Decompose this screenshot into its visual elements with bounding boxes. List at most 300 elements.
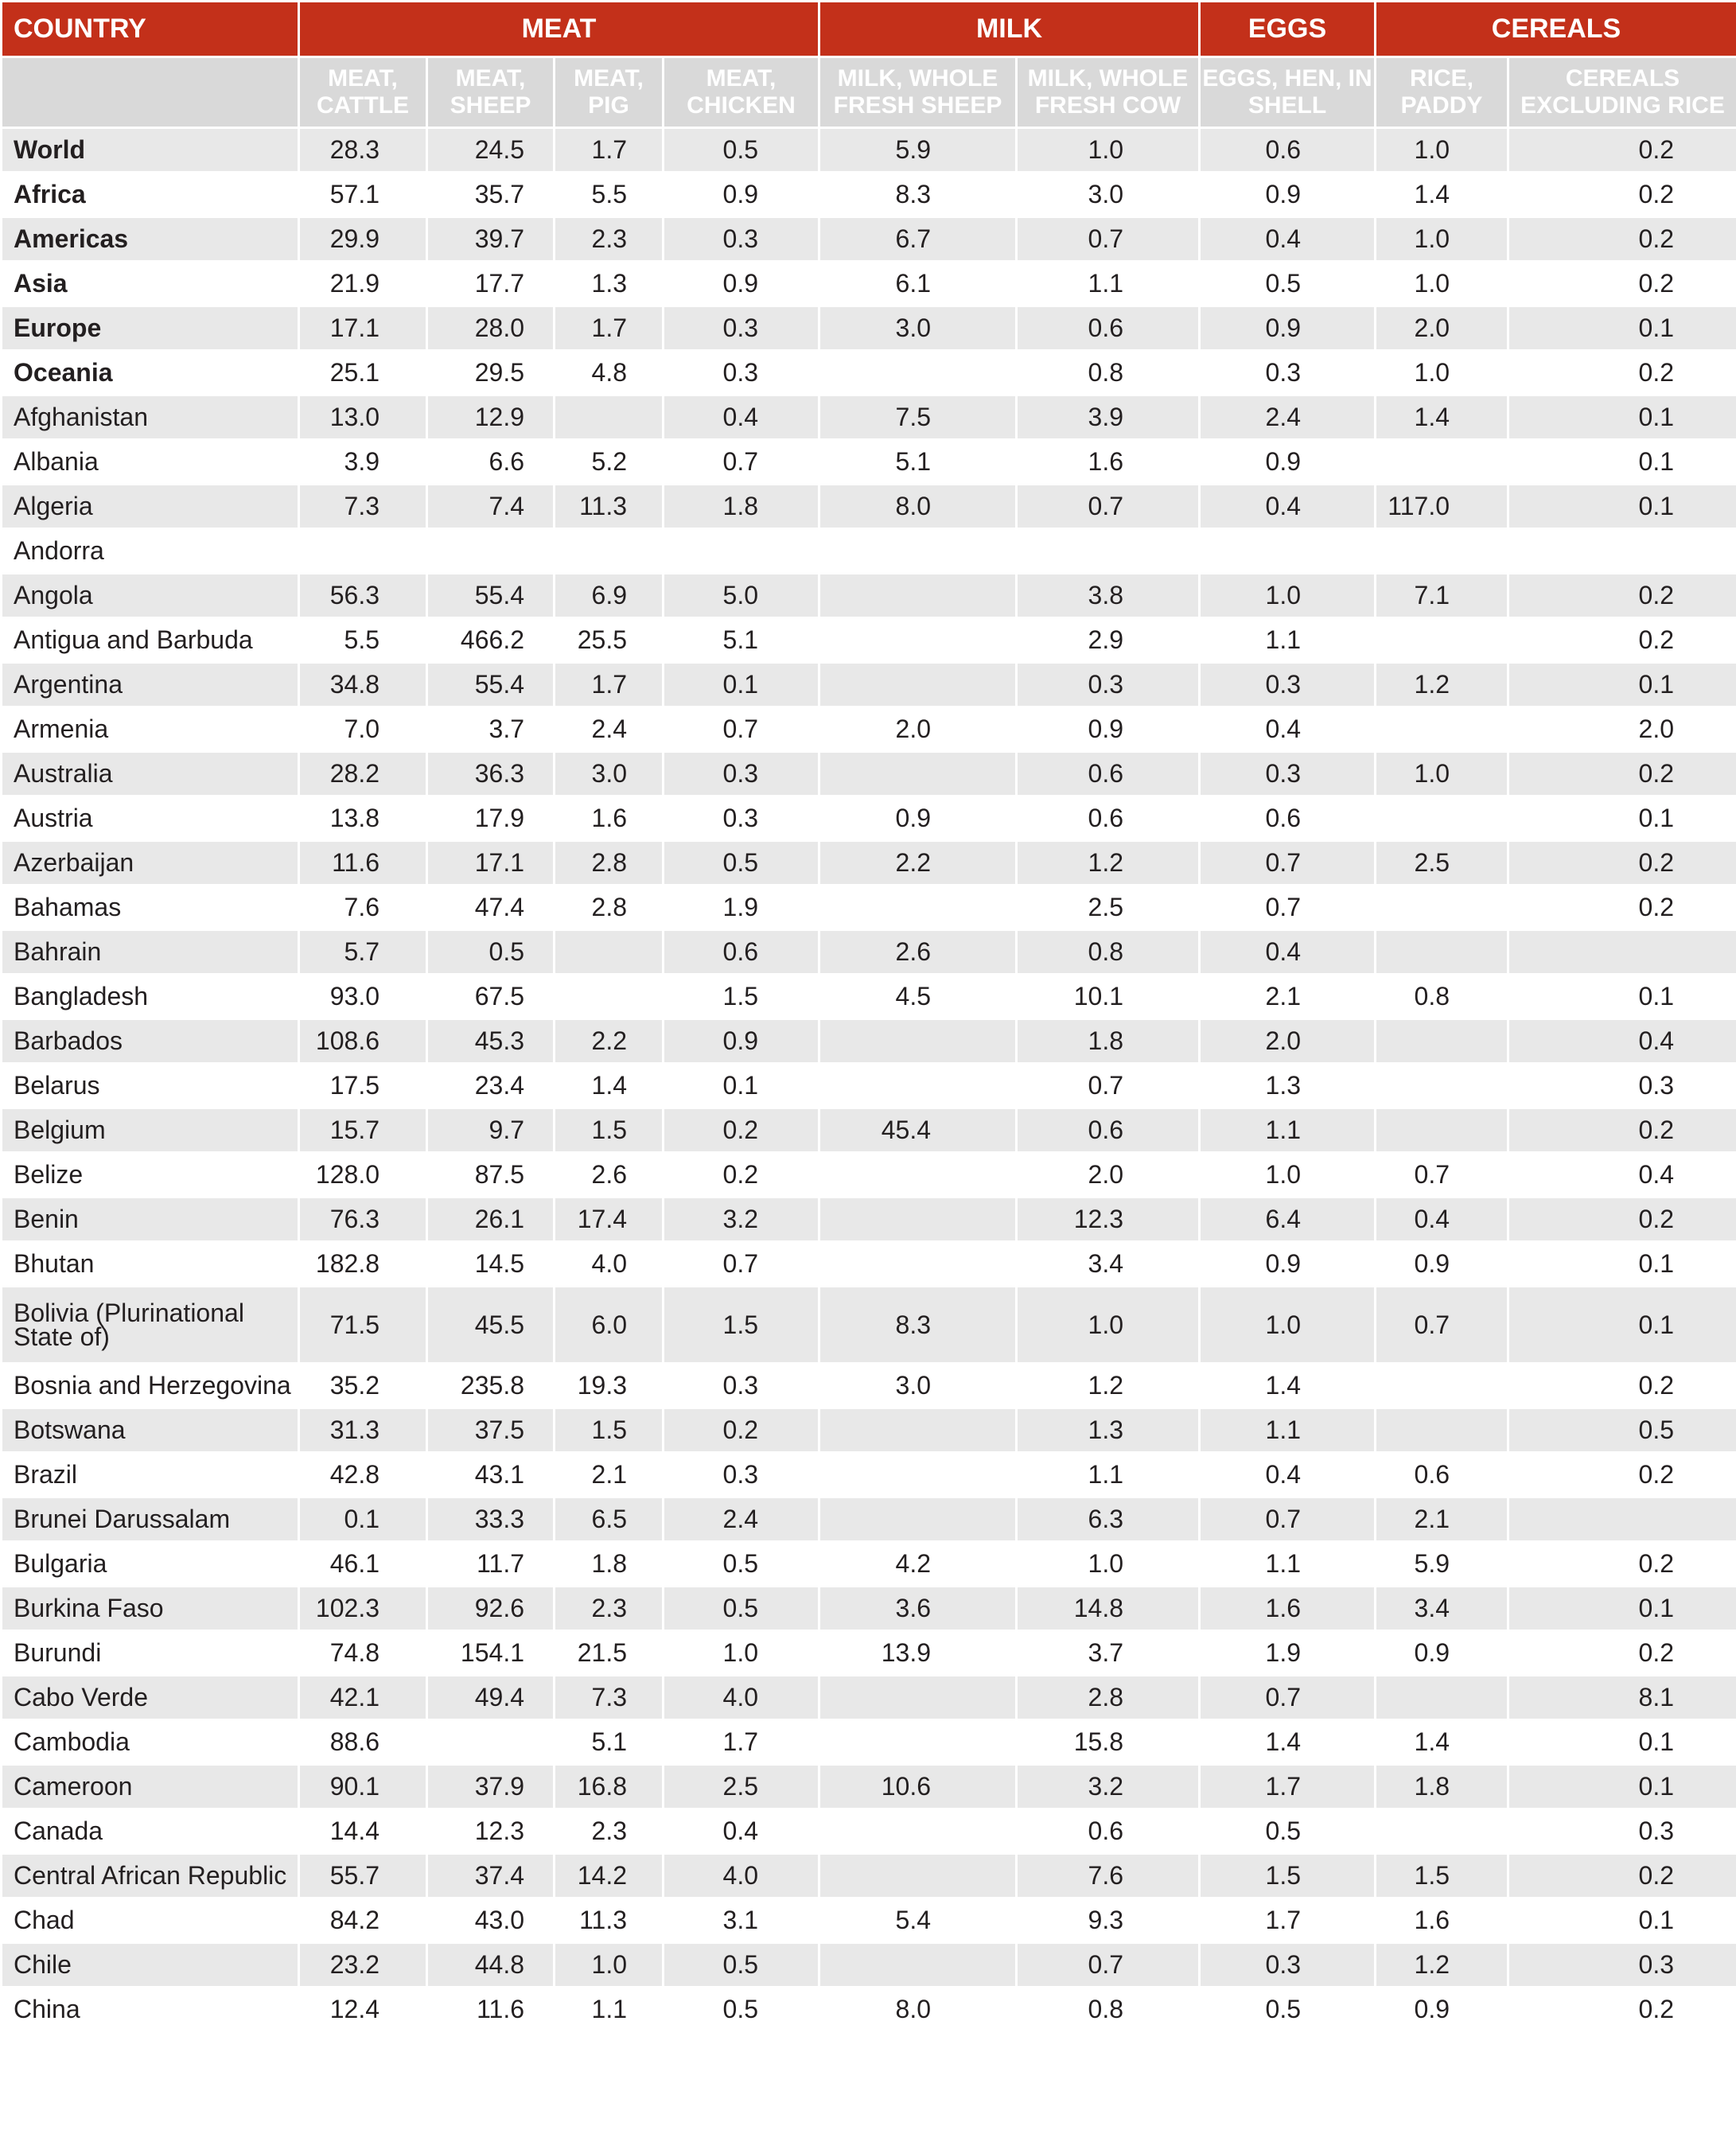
value-cell: 25.1	[299, 351, 427, 395]
value-cell	[555, 395, 664, 440]
value-cell: 0.9	[1017, 707, 1200, 752]
column-header-row	[2, 57, 1736, 128]
country-cell: Chad	[2, 1898, 299, 1943]
group-header-eggs: EGGS	[1200, 2, 1376, 57]
country-cell: Oceania	[2, 351, 299, 395]
value-cell: 1.6	[1200, 1587, 1376, 1631]
value-cell: 0.2	[1508, 1988, 1736, 2032]
country-cell: Botswana	[2, 1408, 299, 1453]
table-row	[2, 1676, 1736, 1720]
value-cell: 0.7	[1200, 886, 1376, 930]
value-cell: 1.2	[1017, 1364, 1200, 1408]
table-row	[2, 707, 1736, 752]
value-cell: 0.9	[664, 1019, 819, 1064]
column-header-milk-sheep: MILK, WHOLE FRESH SHEEP	[819, 57, 1017, 128]
value-cell: 1.0	[1017, 1287, 1200, 1364]
value-cell	[819, 1453, 1017, 1497]
country-cell: Bosnia and Herzegovina	[2, 1364, 299, 1408]
value-cell: 1.1	[1200, 1542, 1376, 1587]
value-cell: 0.8	[1017, 351, 1200, 395]
value-cell: 0.2	[1508, 1542, 1736, 1587]
country-cell: Belize	[2, 1153, 299, 1197]
value-cell	[819, 618, 1017, 663]
country-cell: Armenia	[2, 707, 299, 752]
value-cell: 0.2	[1508, 618, 1736, 663]
table-row	[2, 752, 1736, 796]
value-cell	[1376, 618, 1508, 663]
value-cell: 1.2	[1376, 1943, 1508, 1988]
value-cell: 0.3	[1508, 1064, 1736, 1108]
value-cell: 3.0	[555, 752, 664, 796]
value-cell: 14.8	[1017, 1587, 1200, 1631]
value-cell: 0.3	[1508, 1809, 1736, 1854]
value-cell: 5.5	[555, 173, 664, 217]
value-cell: 0.3	[664, 1453, 819, 1497]
country-cell: Cabo Verde	[2, 1676, 299, 1720]
country-cell: Chile	[2, 1943, 299, 1988]
country-cell: Barbados	[2, 1019, 299, 1064]
value-cell: 2.5	[1017, 886, 1200, 930]
value-cell	[819, 1497, 1017, 1542]
value-cell: 0.9	[664, 173, 819, 217]
value-cell: 6.4	[1200, 1197, 1376, 1242]
value-cell: 5.2	[555, 440, 664, 485]
value-cell: 0.4	[1200, 930, 1376, 975]
value-cell: 25.5	[555, 618, 664, 663]
value-cell: 9.3	[1017, 1898, 1200, 1943]
value-cell	[1376, 930, 1508, 975]
country-cell: Angola	[2, 574, 299, 618]
value-cell: 0.6	[1017, 1809, 1200, 1854]
value-cell	[819, 752, 1017, 796]
value-cell	[819, 351, 1017, 395]
value-cell: 0.5	[1200, 1988, 1376, 2032]
value-cell: 0.7	[664, 707, 819, 752]
value-cell: 0.7	[664, 440, 819, 485]
value-cell: 1.0	[555, 1943, 664, 1988]
value-cell: 0.2	[664, 1408, 819, 1453]
value-cell: 0.2	[1508, 1453, 1736, 1497]
value-cell	[664, 529, 819, 574]
table-row	[2, 663, 1736, 707]
value-cell: 47.4	[427, 886, 555, 930]
country-cell: Antigua and Barbuda	[2, 618, 299, 663]
value-cell: 49.4	[427, 1676, 555, 1720]
value-cell: 36.3	[427, 752, 555, 796]
value-cell	[1200, 529, 1376, 574]
value-cell: 0.3	[1017, 663, 1200, 707]
table-row	[2, 574, 1736, 618]
table-row	[2, 975, 1736, 1019]
value-cell	[819, 1408, 1017, 1453]
value-cell: 2.8	[1017, 1676, 1200, 1720]
value-cell: 2.5	[1376, 841, 1508, 886]
value-cell: 0.1	[1508, 1287, 1736, 1364]
value-cell: 3.0	[1017, 173, 1200, 217]
value-cell	[1376, 1408, 1508, 1453]
value-cell: 0.5	[1200, 262, 1376, 306]
country-cell: Brunei Darussalam	[2, 1497, 299, 1542]
group-header-meat: MEAT	[299, 2, 819, 57]
value-cell: 17.7	[427, 262, 555, 306]
value-cell	[1508, 930, 1736, 975]
value-cell: 3.7	[1017, 1631, 1200, 1676]
country-cell: Bahrain	[2, 930, 299, 975]
value-cell: 15.8	[1017, 1720, 1200, 1765]
country-cell: Bolivia (Plurinational State of)	[2, 1287, 299, 1364]
value-cell: 88.6	[299, 1720, 427, 1765]
value-cell: 0.3	[664, 351, 819, 395]
value-cell: 45.5	[427, 1287, 555, 1364]
country-cell: World	[2, 128, 299, 173]
value-cell: 11.3	[555, 485, 664, 529]
value-cell: 0.5	[664, 1542, 819, 1587]
value-cell: 466.2	[427, 618, 555, 663]
country-cell: Azerbaijan	[2, 841, 299, 886]
country-cell: Central African Republic	[2, 1854, 299, 1898]
value-cell: 21.5	[555, 1631, 664, 1676]
value-cell: 0.4	[1200, 485, 1376, 529]
value-cell: 1.9	[1200, 1631, 1376, 1676]
value-cell: 33.3	[427, 1497, 555, 1542]
value-cell: 0.3	[664, 217, 819, 262]
value-cell: 0.7	[1376, 1287, 1508, 1364]
table-row	[2, 1809, 1736, 1854]
value-cell: 4.2	[819, 1542, 1017, 1587]
value-cell: 17.4	[555, 1197, 664, 1242]
value-cell	[819, 1943, 1017, 1988]
value-cell: 8.0	[819, 485, 1017, 529]
value-cell: 0.2	[1508, 128, 1736, 173]
value-cell: 1.0	[1200, 1153, 1376, 1197]
value-cell: 2.8	[555, 841, 664, 886]
value-cell: 29.9	[299, 217, 427, 262]
table-row	[2, 262, 1736, 306]
value-cell: 0.1	[1508, 975, 1736, 1019]
country-cell: Africa	[2, 173, 299, 217]
value-cell: 0.4	[1376, 1197, 1508, 1242]
value-cell: 0.3	[664, 306, 819, 351]
value-cell: 0.4	[1200, 1453, 1376, 1497]
value-cell: 12.3	[427, 1809, 555, 1854]
value-cell: 3.0	[819, 1364, 1017, 1408]
value-cell: 108.6	[299, 1019, 427, 1064]
table-row	[2, 796, 1736, 841]
value-cell: 0.6	[1017, 752, 1200, 796]
value-cell: 7.3	[299, 485, 427, 529]
country-cell: Burkina Faso	[2, 1587, 299, 1631]
value-cell: 19.3	[555, 1364, 664, 1408]
value-cell: 2.1	[1376, 1497, 1508, 1542]
value-cell	[1508, 1497, 1736, 1542]
value-cell	[819, 1809, 1017, 1854]
value-cell: 29.5	[427, 351, 555, 395]
value-cell: 0.8	[1376, 975, 1508, 1019]
table-row	[2, 1453, 1736, 1497]
value-cell: 0.2	[1508, 1197, 1736, 1242]
value-cell: 0.1	[1508, 1242, 1736, 1287]
value-cell: 0.2	[1508, 1854, 1736, 1898]
value-cell: 5.4	[819, 1898, 1017, 1943]
value-cell: 11.3	[555, 1898, 664, 1943]
value-cell: 56.3	[299, 574, 427, 618]
value-cell: 1.1	[555, 1988, 664, 2032]
value-cell	[1376, 1809, 1508, 1854]
value-cell: 6.6	[427, 440, 555, 485]
value-cell: 13.0	[299, 395, 427, 440]
table-row	[2, 1988, 1736, 2032]
value-cell: 0.4	[1508, 1153, 1736, 1197]
value-cell: 0.9	[1376, 1988, 1508, 2032]
value-cell: 0.4	[664, 1809, 819, 1854]
country-cell: Belgium	[2, 1108, 299, 1153]
table-row	[2, 306, 1736, 351]
column-header-cereals-excl-rice: CEREALS EXCLUDING RICE	[1508, 57, 1736, 128]
value-cell: 0.7	[664, 1242, 819, 1287]
value-cell: 2.1	[1200, 975, 1376, 1019]
value-cell: 0.6	[1017, 306, 1200, 351]
value-cell	[819, 886, 1017, 930]
country-cell: Bhutan	[2, 1242, 299, 1287]
table-row	[2, 1364, 1736, 1408]
value-cell	[819, 1676, 1017, 1720]
column-header-rice-paddy: RICE, PADDY	[1376, 57, 1508, 128]
value-cell: 0.4	[1200, 217, 1376, 262]
country-cell: Europe	[2, 306, 299, 351]
table-row	[2, 1287, 1736, 1364]
value-cell: 35.2	[299, 1364, 427, 1408]
value-cell: 1.0	[1376, 351, 1508, 395]
country-cell: Bangladesh	[2, 975, 299, 1019]
value-cell: 7.6	[299, 886, 427, 930]
value-cell	[555, 529, 664, 574]
value-cell: 128.0	[299, 1153, 427, 1197]
value-cell: 0.1	[1508, 306, 1736, 351]
value-cell: 4.0	[664, 1854, 819, 1898]
value-cell: 0.9	[1200, 1242, 1376, 1287]
value-cell: 2.3	[555, 1809, 664, 1854]
value-cell: 93.0	[299, 975, 427, 1019]
value-cell: 45.3	[427, 1019, 555, 1064]
value-cell: 1.5	[664, 1287, 819, 1364]
value-cell: 8.3	[819, 173, 1017, 217]
value-cell: 26.1	[427, 1197, 555, 1242]
table-body	[2, 128, 1736, 2032]
value-cell: 0.2	[664, 1153, 819, 1197]
value-cell: 1.0	[1376, 128, 1508, 173]
value-cell: 21.9	[299, 262, 427, 306]
value-cell: 2.2	[819, 841, 1017, 886]
value-cell: 1.3	[1017, 1408, 1200, 1453]
value-cell: 1.6	[1017, 440, 1200, 485]
column-header-meat-cattle: MEAT, CATTLE	[299, 57, 427, 128]
value-cell: 1.5	[664, 975, 819, 1019]
value-cell: 3.6	[819, 1587, 1017, 1631]
value-cell: 1.0	[1017, 128, 1200, 173]
country-cell: Belarus	[2, 1064, 299, 1108]
country-cell: Americas	[2, 217, 299, 262]
value-cell: 0.3	[1200, 351, 1376, 395]
value-cell	[1376, 440, 1508, 485]
value-cell: 2.1	[555, 1453, 664, 1497]
table-row	[2, 1153, 1736, 1197]
value-cell: 0.9	[664, 262, 819, 306]
value-cell	[1376, 886, 1508, 930]
table-row	[2, 1854, 1736, 1898]
value-cell: 1.3	[1200, 1064, 1376, 1108]
value-cell: 3.0	[819, 306, 1017, 351]
table-row	[2, 1197, 1736, 1242]
value-cell: 0.6	[1200, 128, 1376, 173]
value-cell: 1.7	[555, 663, 664, 707]
table-row	[2, 930, 1736, 975]
country-cell: Bulgaria	[2, 1542, 299, 1587]
value-cell: 5.1	[555, 1720, 664, 1765]
value-cell: 0.9	[1376, 1631, 1508, 1676]
value-cell: 1.8	[1017, 1019, 1200, 1064]
value-cell	[819, 1019, 1017, 1064]
value-cell: 0.9	[1200, 440, 1376, 485]
value-cell: 5.1	[819, 440, 1017, 485]
value-cell: 12.4	[299, 1988, 427, 2032]
value-cell: 13.9	[819, 1631, 1017, 1676]
value-cell: 3.4	[1376, 1587, 1508, 1631]
value-cell: 3.2	[1017, 1765, 1200, 1809]
table-row	[2, 395, 1736, 440]
value-cell: 1.7	[664, 1720, 819, 1765]
table-row	[2, 1408, 1736, 1453]
value-cell: 1.0	[1017, 1542, 1200, 1587]
value-cell: 0.4	[664, 395, 819, 440]
value-cell: 7.0	[299, 707, 427, 752]
value-cell: 5.9	[819, 128, 1017, 173]
value-cell: 16.8	[555, 1765, 664, 1809]
table-row	[2, 1064, 1736, 1108]
value-cell: 23.4	[427, 1064, 555, 1108]
value-cell: 0.3	[664, 796, 819, 841]
value-cell	[819, 1064, 1017, 1108]
value-cell: 5.1	[664, 618, 819, 663]
country-cell: Austria	[2, 796, 299, 841]
value-cell: 2.8	[555, 886, 664, 930]
value-cell: 0.3	[1200, 1943, 1376, 1988]
value-cell: 3.8	[1017, 574, 1200, 618]
country-cell: Cameroon	[2, 1765, 299, 1809]
value-cell: 1.1	[1017, 262, 1200, 306]
value-cell: 0.1	[1508, 1898, 1736, 1943]
country-cell: Burundi	[2, 1631, 299, 1676]
country-cell: Cambodia	[2, 1720, 299, 1765]
value-cell: 7.1	[1376, 574, 1508, 618]
value-cell: 10.1	[1017, 975, 1200, 1019]
value-cell: 117.0	[1376, 485, 1508, 529]
value-cell: 0.7	[1017, 485, 1200, 529]
value-cell: 6.0	[555, 1287, 664, 1364]
group-header-country: COUNTRY	[2, 2, 299, 57]
column-header-milk-cow: MILK, WHOLE FRESH COW	[1017, 57, 1200, 128]
value-cell: 0.6	[1376, 1453, 1508, 1497]
value-cell: 6.7	[819, 217, 1017, 262]
value-cell: 1.5	[1376, 1854, 1508, 1898]
value-cell: 1.6	[555, 796, 664, 841]
value-cell: 0.1	[1508, 1587, 1736, 1631]
value-cell: 0.4	[1200, 707, 1376, 752]
value-cell: 0.5	[1508, 1408, 1736, 1453]
value-cell: 46.1	[299, 1542, 427, 1587]
table-row	[2, 886, 1736, 930]
value-cell: 24.5	[427, 128, 555, 173]
value-cell: 0.1	[664, 1064, 819, 1108]
value-cell: 0.7	[1200, 841, 1376, 886]
value-cell	[819, 574, 1017, 618]
country-cell: Brazil	[2, 1453, 299, 1497]
value-cell: 154.1	[427, 1631, 555, 1676]
value-cell: 0.9	[819, 796, 1017, 841]
value-cell: 1.0	[1376, 752, 1508, 796]
value-cell	[819, 1720, 1017, 1765]
table-row	[2, 1019, 1736, 1064]
value-cell: 42.1	[299, 1676, 427, 1720]
value-cell: 1.4	[1376, 1720, 1508, 1765]
value-cell: 55.4	[427, 574, 555, 618]
value-cell: 1.4	[1376, 173, 1508, 217]
value-cell	[819, 1153, 1017, 1197]
value-cell: 1.4	[1376, 395, 1508, 440]
value-cell: 0.5	[664, 1988, 819, 2032]
value-cell	[1376, 1364, 1508, 1408]
value-cell: 0.8	[1017, 1988, 1200, 2032]
value-cell: 0.1	[299, 1497, 427, 1542]
group-header-milk: MILK	[819, 2, 1200, 57]
value-cell: 0.3	[664, 1364, 819, 1408]
value-cell	[1376, 1676, 1508, 1720]
value-cell: 1.6	[1376, 1898, 1508, 1943]
table-row	[2, 1587, 1736, 1631]
value-cell	[427, 1720, 555, 1765]
value-cell: 0.5	[664, 128, 819, 173]
value-cell: 1.1	[1017, 1453, 1200, 1497]
value-cell: 0.9	[1200, 306, 1376, 351]
value-cell: 1.5	[1200, 1854, 1376, 1898]
value-cell: 0.1	[1508, 1765, 1736, 1809]
value-cell: 11.7	[427, 1542, 555, 1587]
value-cell: 84.2	[299, 1898, 427, 1943]
value-cell: 2.6	[555, 1153, 664, 1197]
country-cell: Australia	[2, 752, 299, 796]
value-cell: 2.9	[1017, 618, 1200, 663]
value-cell: 0.1	[1508, 485, 1736, 529]
value-cell: 0.1	[1508, 663, 1736, 707]
value-cell: 8.1	[1508, 1676, 1736, 1720]
value-cell: 0.2	[1508, 841, 1736, 886]
table-row	[2, 1542, 1736, 1587]
value-cell: 10.6	[819, 1765, 1017, 1809]
value-cell: 45.4	[819, 1108, 1017, 1153]
value-cell: 0.2	[1508, 217, 1736, 262]
value-cell: 1.1	[1200, 1108, 1376, 1153]
value-cell: 1.2	[1017, 841, 1200, 886]
table-row	[2, 1631, 1736, 1676]
value-cell: 2.4	[1200, 395, 1376, 440]
column-header-meat-pig: MEAT, PIG	[555, 57, 664, 128]
value-cell: 34.8	[299, 663, 427, 707]
value-cell	[1508, 529, 1736, 574]
value-cell: 1.5	[555, 1108, 664, 1153]
country-cell: Asia	[2, 262, 299, 306]
value-cell: 235.8	[427, 1364, 555, 1408]
value-cell: 0.3	[1200, 663, 1376, 707]
value-cell: 1.8	[1376, 1765, 1508, 1809]
